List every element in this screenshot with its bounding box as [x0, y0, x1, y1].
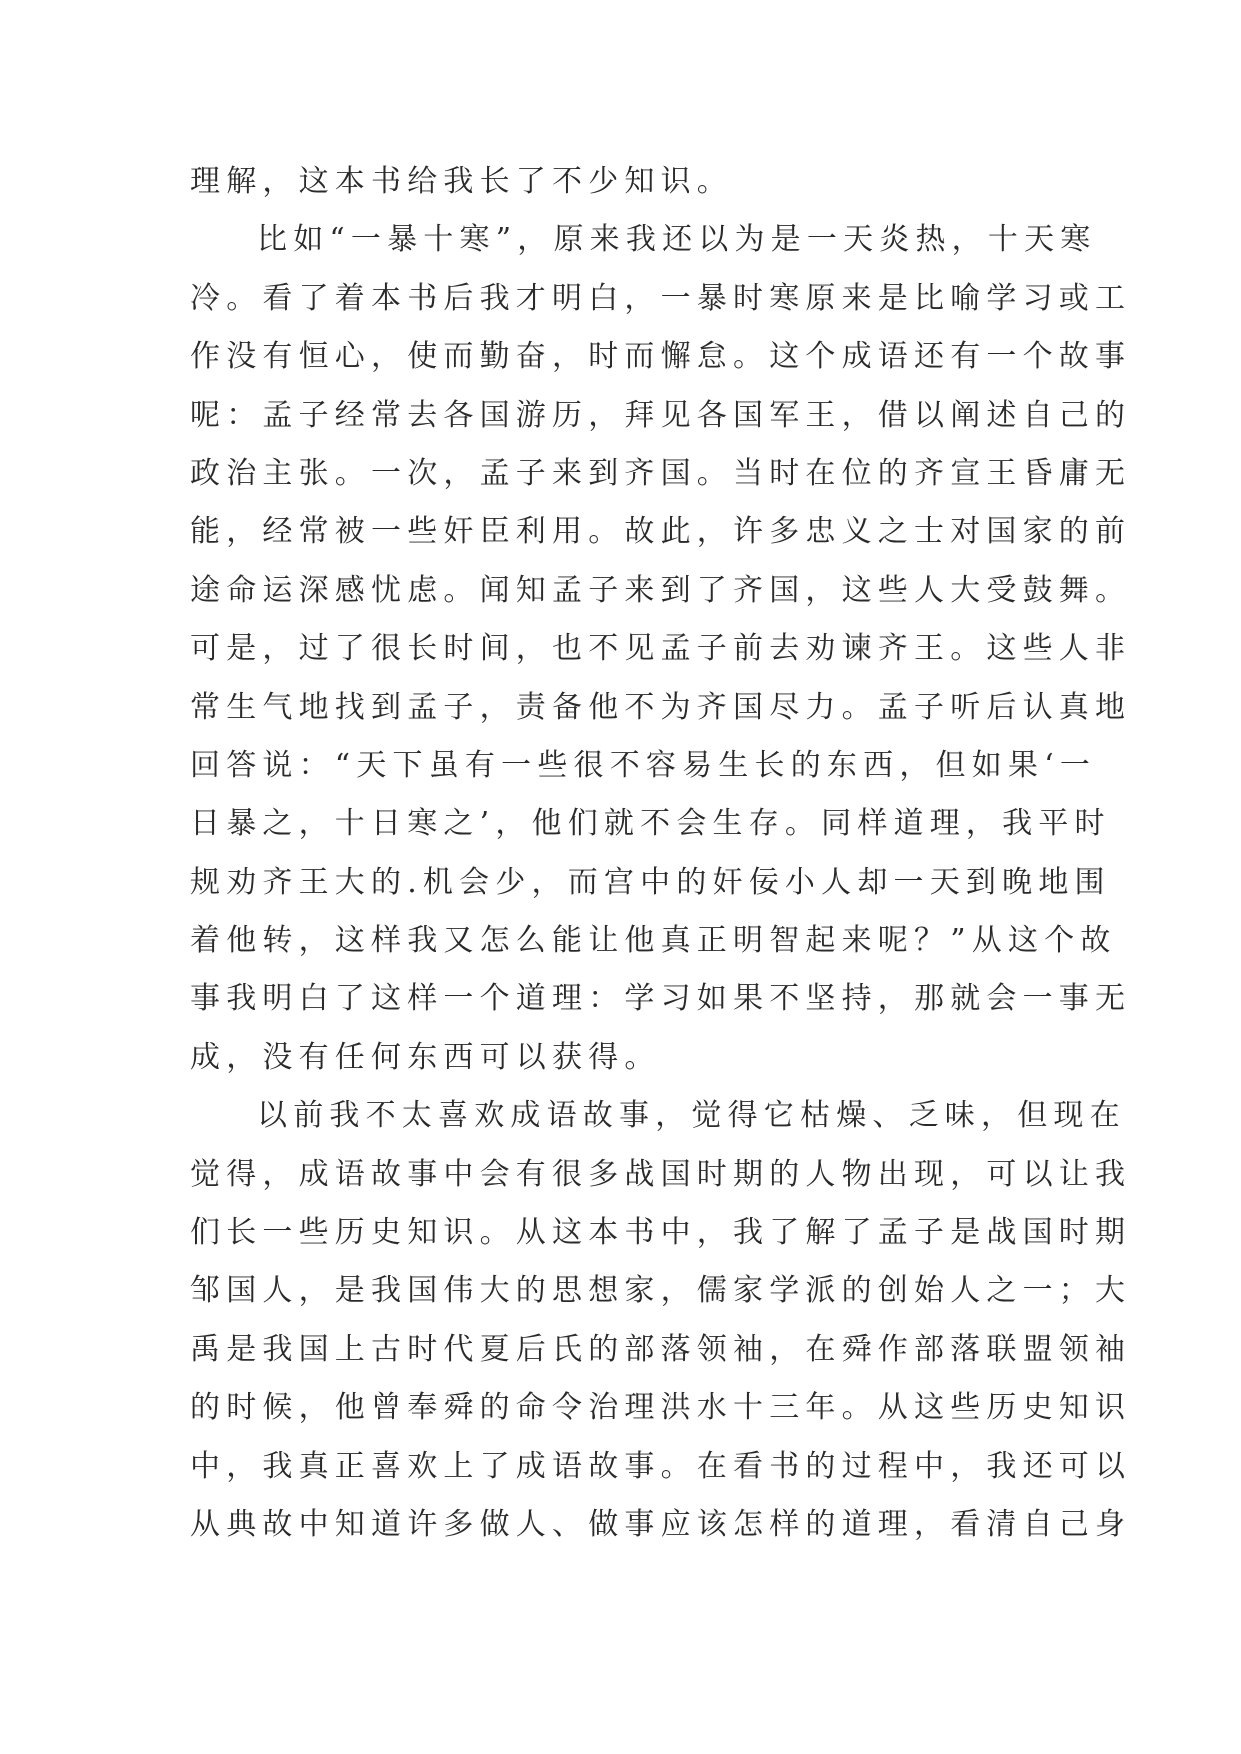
text-line: 觉得，成语故事中会有很多战国时期的人物出现，可以让我	[190, 1156, 1132, 1192]
text-line: 比如“一暴十寒”，原来我还以为是一天炎热，十天寒	[257, 222, 1097, 258]
text-line: 禹是我国上古时代夏后氏的部落领袖，在舜作部落联盟领袖	[190, 1331, 1132, 1367]
text-line: 着他转，这样我又怎么能让他真正明智起来呢？”从这个故	[190, 923, 1117, 959]
text-line: 作没有恒心，使而勤奋，时而懈怠。这个成语还有一个故事	[190, 339, 1132, 375]
text-line: 回答说：“天下虽有一些很不容易生长的东西，但如果‘一	[190, 747, 1097, 783]
text-line: 的时候，他曾奉舜的命令治理洪水十三年。从这些历史知识	[190, 1390, 1132, 1426]
text-line: 途命运深感忧虑。闻知孟子来到了齐国，这些人大受鼓舞。	[190, 572, 1132, 608]
text-line: 冷。看了着本书后我才明白，一暴时寒原来是比喻学习或工	[190, 280, 1132, 316]
text-line: 成，没有任何东西可以获得。	[190, 1039, 661, 1075]
text-line: 常生气地找到孟子，责备他不为齐国尽力。孟子听后认真地	[190, 689, 1132, 725]
text-line: 理解，这本书给我长了不少知识。	[190, 164, 733, 199]
text-line: 以前我不太喜欢成语故事，觉得它枯燥、乏味，但现在	[257, 1098, 1126, 1134]
text-line: 呢：孟子经常去各国游历，拜见各国军王，借以阐述自己的	[190, 397, 1132, 433]
text-line: 从典故中知道许多做人、做事应该怎样的道理，看清自己身	[190, 1506, 1132, 1542]
text-line: 事我明白了这样一个道理：学习如果不坚持，那就会一事无	[190, 981, 1132, 1017]
body-text	[190, 153, 1132, 1554]
text-line: 可是，过了很长时间，也不见孟子前去劝谏齐王。这些人非	[190, 631, 1132, 667]
text-line: 们长一些历史知识。从这本书中，我了解了孟子是战国时期	[190, 1215, 1132, 1251]
text-line: 能，经常被一些奸臣利用。故此，许多忠义之士对国家的前	[190, 514, 1132, 550]
text-line: 邹国人，是我国伟大的思想家，儒家学派的创始人之一；大	[190, 1273, 1132, 1309]
text-line: 政治主张。一次，孟子来到齐国。当时在位的齐宣王昏庸无	[190, 455, 1132, 491]
text-line: 日暴之，十日寒之’，他们就不会生存。同样道理，我平时	[190, 806, 1111, 842]
text-line: 中，我真正喜欢上了成语故事。在看书的过程中，我还可以	[190, 1448, 1132, 1484]
text-line: 规劝齐王大的.机会少，而宫中的奸佞小人却一天到晚地围	[190, 864, 1111, 900]
